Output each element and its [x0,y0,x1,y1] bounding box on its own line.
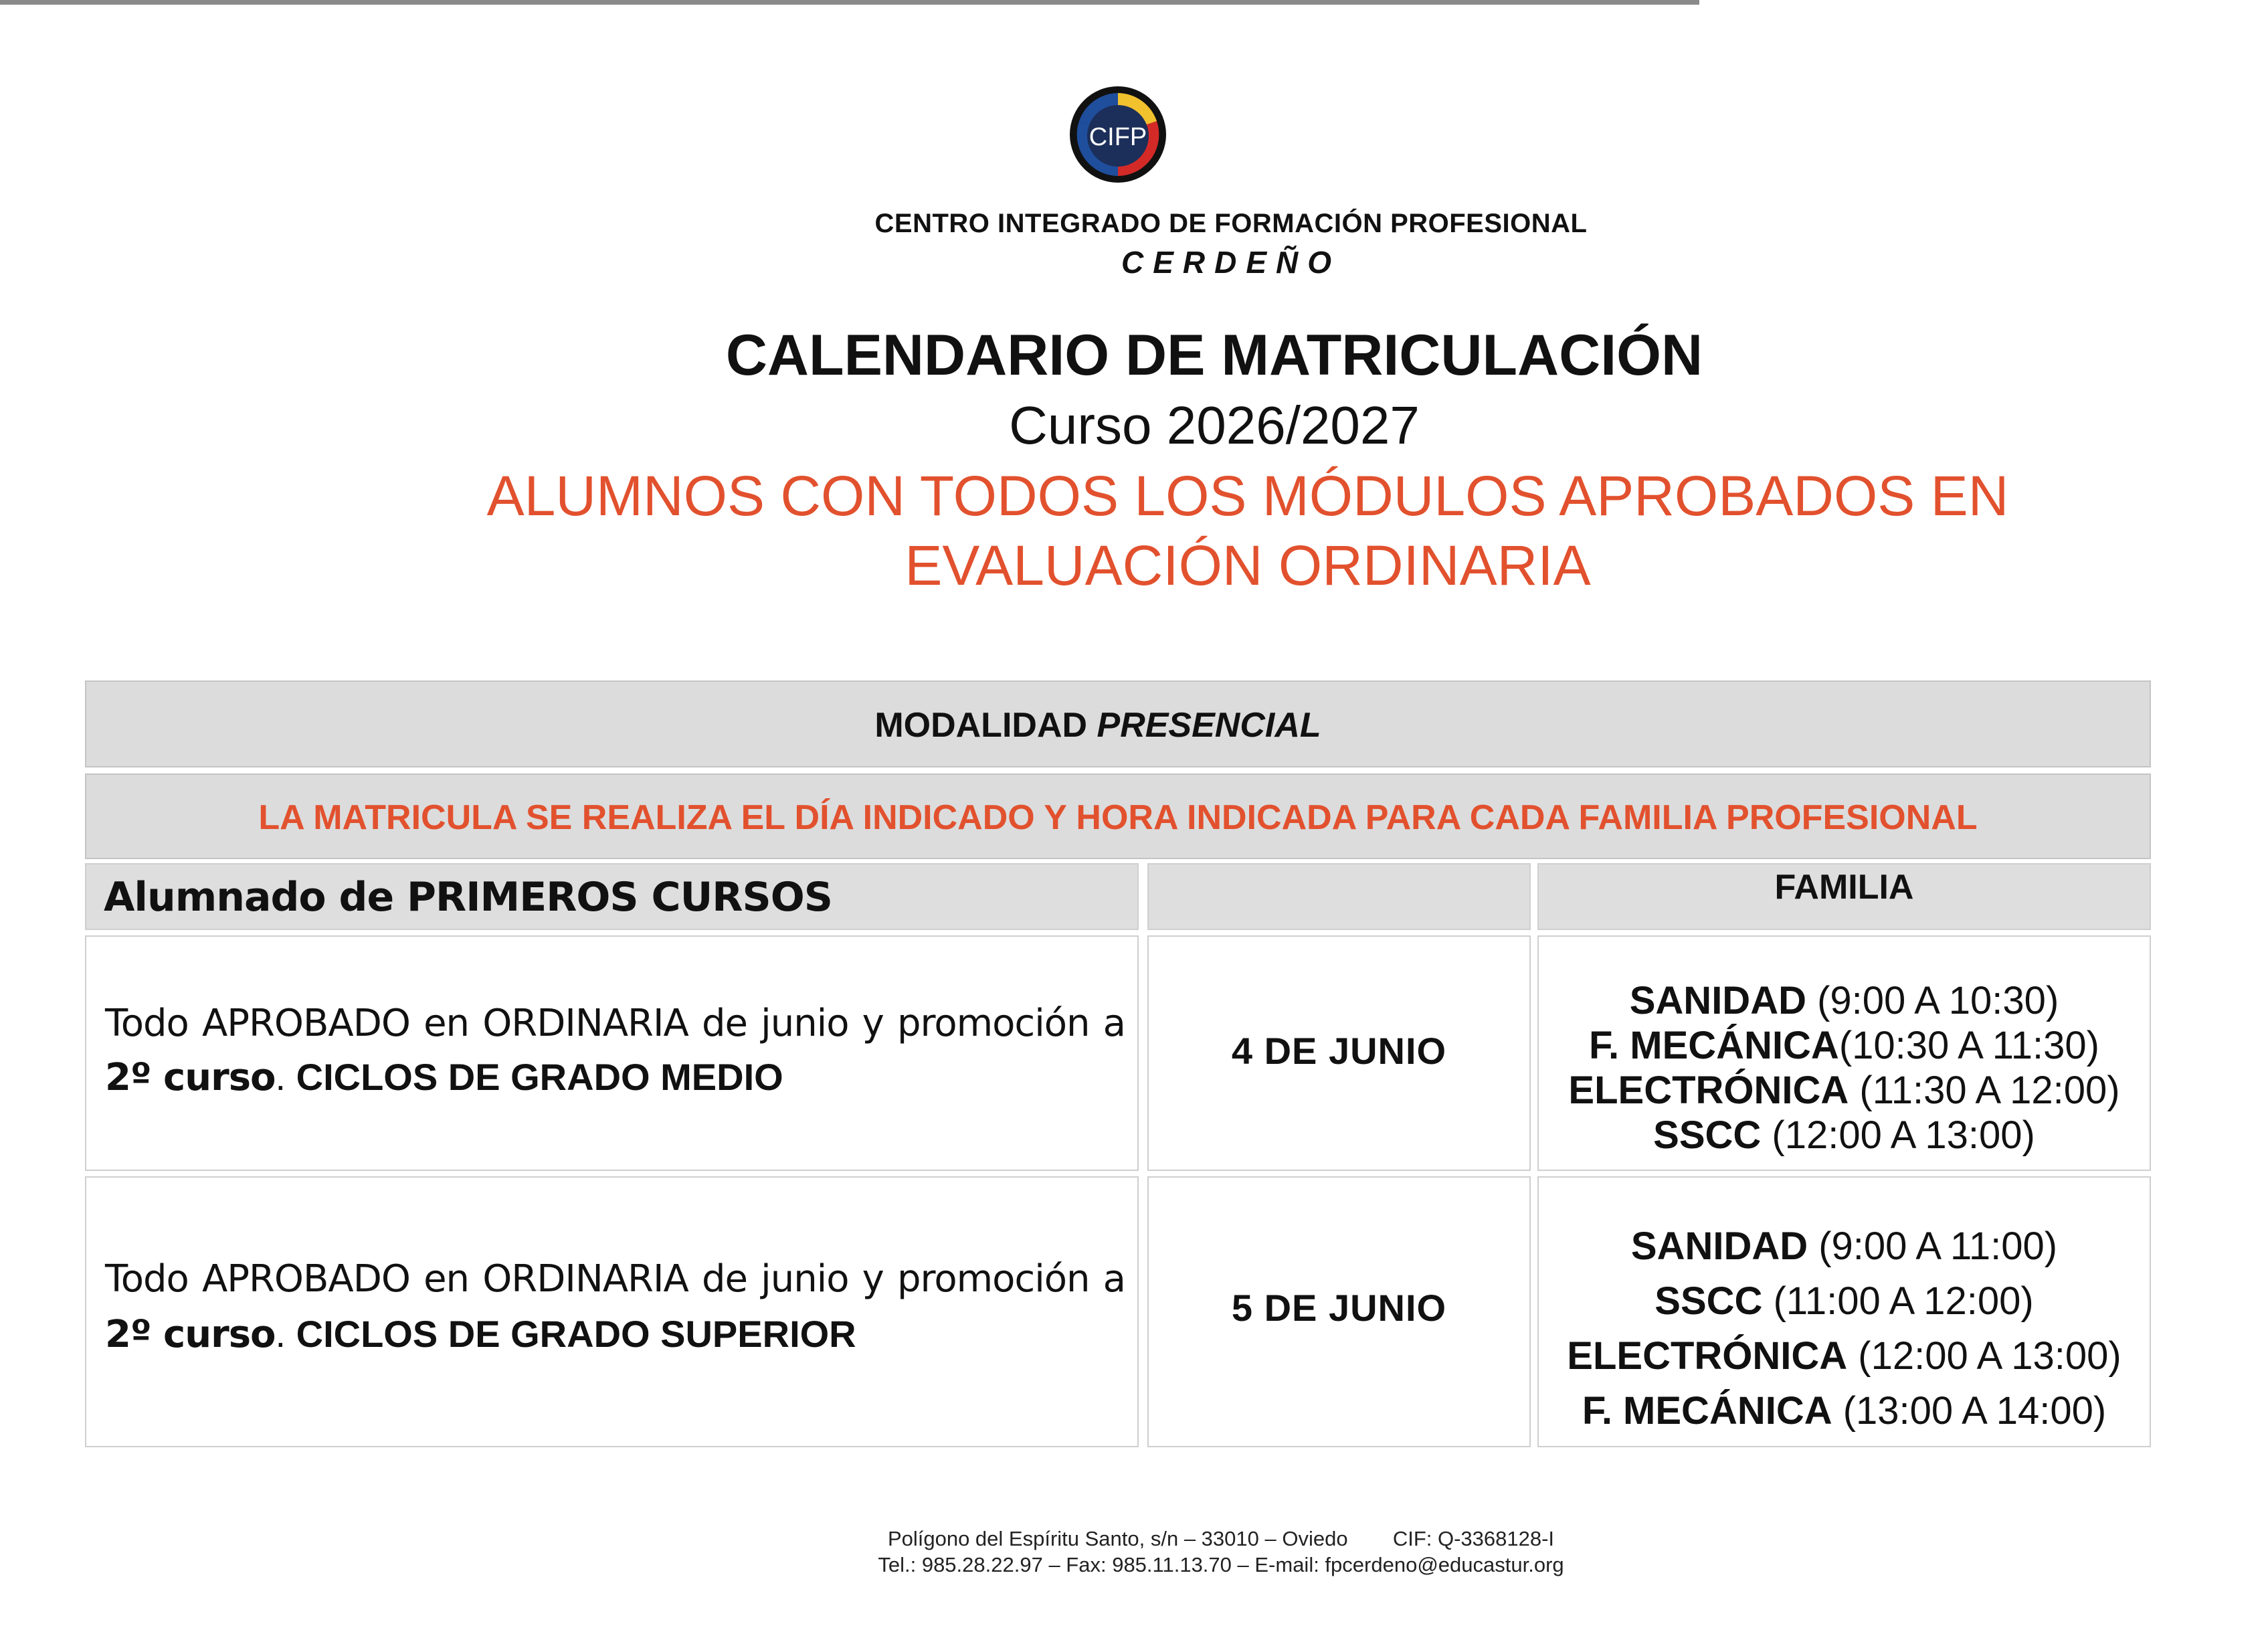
table-row-2-family-cell [1537,1176,2151,1447]
modality-bar [85,680,2151,767]
row-separator: . [275,1313,286,1355]
family-item [1539,1113,2150,1158]
family-time: (11:30 A 12:00) [1849,1069,2120,1112]
table-row-1-date-cell [1147,935,1531,1171]
family-item [1539,1329,2150,1384]
modality-label: MODALIDAD [874,706,1088,745]
header-family: FAMILIA [1774,868,1914,907]
family-time: (12:00 A 13:00) [1761,1113,2035,1157]
subtitle-line-1: ALUMNOS CON TODOS LOS MÓDULOS APROBADOS EN [486,464,2009,527]
family-time: (9:00 A 11:00) [1808,1224,2058,1268]
family-name: SANIDAD [1629,979,1806,1022]
row-description-course [105,1049,783,1106]
family-item [1539,1023,2150,1068]
family-schedule-list [1539,1219,2150,1439]
family-time: (11:00 A 12:00) [1762,1279,2034,1323]
family-time: (12:00 A 13:00) [1847,1334,2121,1378]
row-date: 5 DE JUNIO [1231,1287,1447,1329]
enrollment-notice: LA MATRICULA SE REALIZA EL DÍA INDICADO Y HORA INDICADA PARA CADA FAMILIA PROFESIONAL [85,773,2151,859]
header-students: Alumnado de PRIMEROS CURSOS [104,874,832,921]
subtitle-line-2: EVALUACIÓN ORDINARIA [905,534,1591,597]
table-row-2-date-cell [1147,1176,1531,1447]
org-name: CENTRO INTEGRADO DE FORMACIÓN PROFESIONAL [874,209,1588,238]
footer-address: Polígono del Espíritu Santo, s/n – 33010 – Oviedo [887,1527,1348,1550]
family-name: SSCC [1653,1113,1762,1157]
table-row-1-description [85,935,1139,1171]
header-date-cell [1147,863,1531,930]
family-name: SANIDAD [1630,1224,1808,1268]
cifp-logo [1068,85,1167,184]
table-row-1-family-cell [1537,935,2151,1171]
footer-cif: CIF: Q-3368128-I [1392,1527,1555,1550]
family-schedule-list [1539,978,2150,1158]
family-item [1539,978,2150,1023]
row-date: 4 DE JUNIO [1231,1030,1447,1072]
header-students-cell [85,863,1139,930]
footer-address-line [0,1527,2268,1551]
family-item [1539,1384,2150,1439]
family-time: (9:00 A 10:30) [1806,979,2059,1022]
row-description-course [105,1306,856,1363]
family-name: F. MECÁNICA [1589,1024,1839,1067]
top-scan-rule [0,0,1699,5]
row-separator: . [275,1056,286,1098]
footer-contact: Tel.: 985.28.22.97 – Fax: 985.11.13.70 – E-mail: fpcerdeno@educastur.org [878,1553,1564,1576]
row-cycle: CICLOS DE GRADO SUPERIOR [296,1313,856,1355]
org-subname: CERDEÑO [1121,245,1341,280]
table-row-2-description [85,1176,1139,1447]
family-item [1539,1219,2150,1274]
family-item [1539,1274,2150,1329]
row-description-line: Todo APROBADO en ORDINARIA de junio y promoción a [105,1002,1125,1045]
row-course: 2º curso [105,1056,276,1099]
family-item [1539,1068,2150,1113]
row-cycle: CICLOS DE GRADO MEDIO [296,1056,783,1098]
modality-value: PRESENCIAL [1097,706,1321,745]
header-family-cell [1537,863,2151,930]
document-title: CALENDARIO DE MATRICULACIÓN [725,323,1703,387]
course-year: Curso 2026/2027 [1009,395,1420,455]
row-description-line: Todo APROBADO en ORDINARIA de junio y promoción a [105,1257,1125,1301]
family-name: ELECTRÓNICA [1568,1069,1849,1112]
family-time: (10:30 A 11:30) [1838,1024,2099,1067]
family-name: F. MECÁNICA [1582,1389,1832,1433]
row-course: 2º curso [105,1313,276,1356]
family-name: SSCC [1655,1279,1763,1323]
family-time: (13:00 A 14:00) [1832,1389,2107,1433]
family-name: ELECTRÓNICA [1567,1334,1848,1378]
logo-text: CIFP [1089,123,1147,151]
